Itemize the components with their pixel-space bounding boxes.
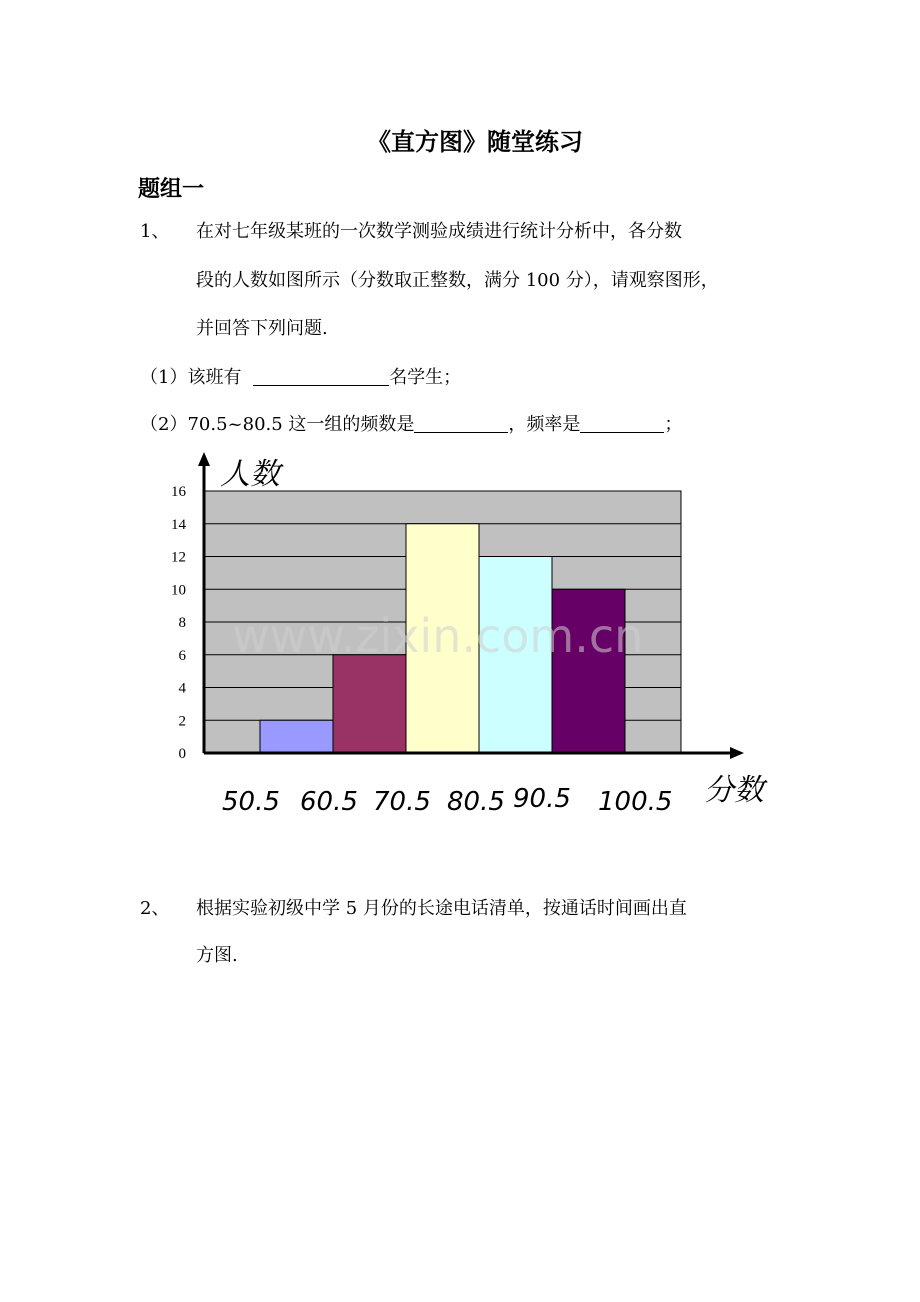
q1-sub1 [140,367,461,388]
page-title: 《直方图》随堂练习 [367,127,583,156]
y-tick-label: 12 [171,549,186,566]
y-tick-label: 14 [171,516,186,533]
x-tick-label: 90.5 [513,784,571,814]
q1-sub2-rate-blank[interactable] [580,414,664,433]
y-tick-label: 2 [178,713,186,730]
x-tick-label: 100.5 [598,787,673,817]
q2-line-1: 根据实验初级中学 5 月份的长途电话清单，按通话时间画出直 [196,898,687,919]
q1-sub2-prefix: （2）70.5~80.5 这一组的频数是 [140,414,415,435]
y-axis-title: 人数 [220,457,280,492]
histogram-bar [333,655,406,753]
q1-sub2-suffix: ； [664,414,683,435]
q1-sub1-answer-blank[interactable] [253,367,389,386]
watermark: www.zixin.com.cn [232,609,644,663]
x-tick-label: 80.5 [447,787,505,817]
q1-sub1-suffix: 名学生； [389,367,462,388]
q1-sub2 [140,414,682,435]
histogram-chart [0,440,920,840]
y-tick-label: 8 [178,615,186,631]
y-tick-label: 0 [178,746,186,762]
y-tick-label: 10 [171,582,186,599]
y-axis-arrow [198,452,210,466]
y-tick-label: 16 [171,484,186,500]
q1-number: 1、 [140,221,170,242]
x-tick-label: 50.5 [222,787,280,817]
q1-sub2-frequency-blank[interactable] [414,414,508,433]
q1-sub1-prefix: （1）该班有 [140,367,242,388]
q1-line-3: 并回答下列问题. [196,318,328,339]
histogram-bar [260,720,333,753]
x-tick-label: 60.5 [300,787,358,817]
x-axis-arrow [730,747,744,759]
y-tick-label: 6 [178,647,186,664]
x-axis-title: 分数 [704,773,764,808]
y-tick-label: 4 [178,680,186,697]
q1-line-2: 段的人数如图所示（分数取正整数，满分 100 分），请观察图形， [196,270,719,291]
q2-line-2: 方图. [196,945,238,966]
x-tick-label: 70.5 [373,787,431,817]
section-heading: 题组一 [138,177,205,202]
q1-sub2-mid: ，频率是 [508,414,581,435]
q2-number: 2、 [140,898,170,919]
q1-line-1: 在对七年级某班的一次数学测验成绩进行统计分析中，各分数 [196,221,682,242]
